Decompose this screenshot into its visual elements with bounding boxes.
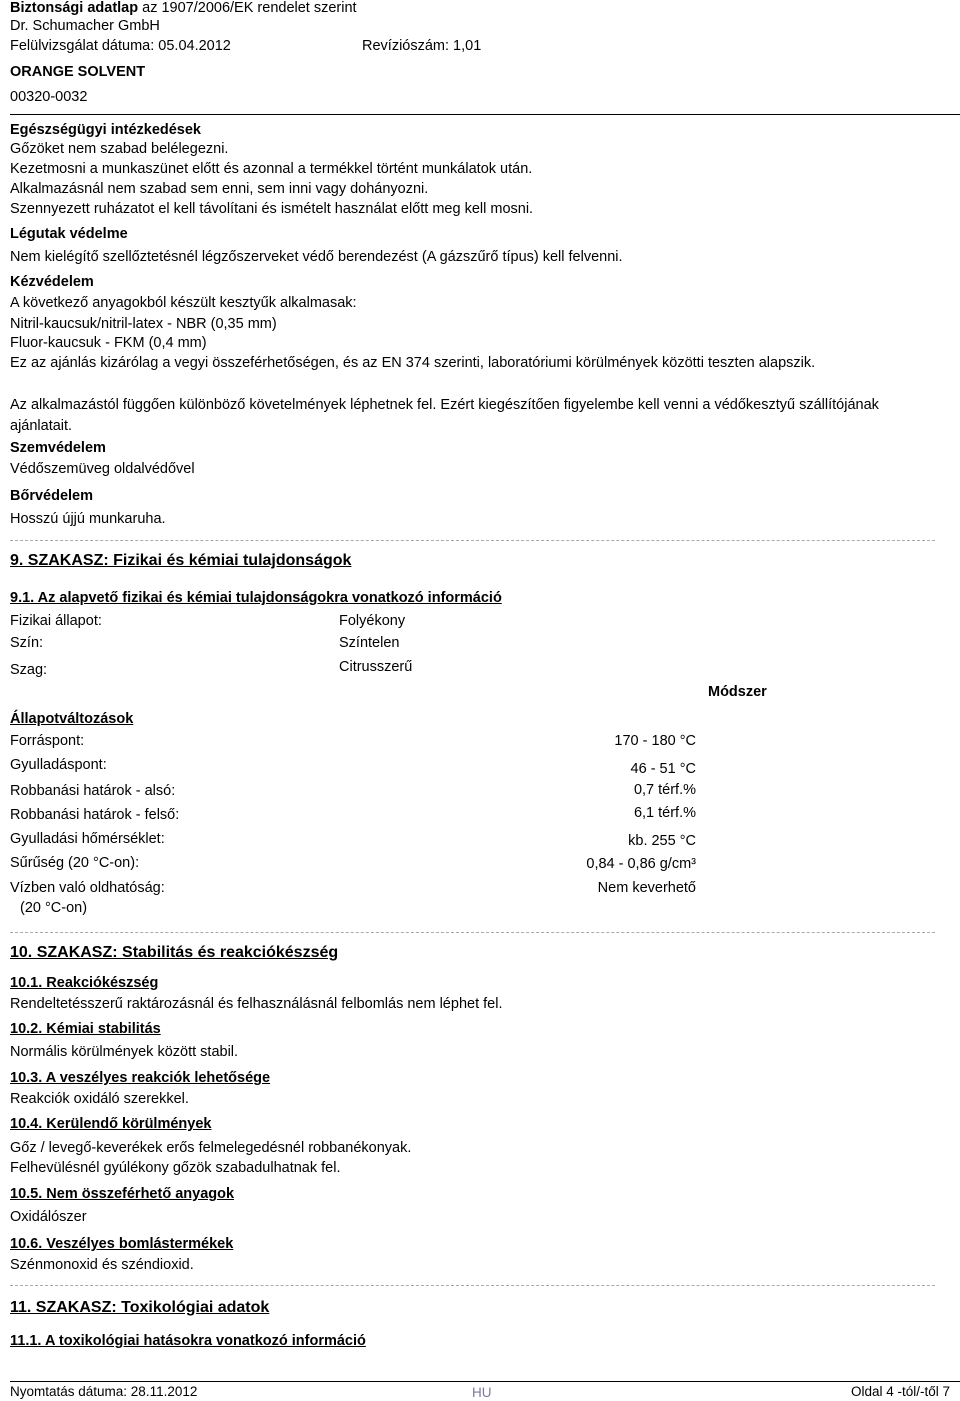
subsection-text: Rendeltetésszerű raktározásnál és felhasználásnál felbomlás nem léphet fel. bbox=[10, 996, 503, 1012]
section-10-title: 10. SZAKASZ: Stabilitás és reakciókészség bbox=[10, 944, 339, 961]
subsection-title: 10.4. Kerülendő körülmények bbox=[10, 1116, 212, 1132]
method-column-header: Módszer bbox=[708, 684, 767, 700]
section-9-1-title: 9.1. Az alapvető fizikai és kémiai tulajdonságokra vonatkozó információ bbox=[10, 590, 502, 606]
section-divider bbox=[10, 540, 935, 541]
health-measures-title: Egészségügyi intézkedések bbox=[10, 122, 201, 138]
property-value: 0,84 - 0,86 g/cm³ bbox=[586, 856, 696, 872]
subsection-title: 10.2. Kémiai stabilitás bbox=[10, 1021, 161, 1037]
color-value: Színtelen bbox=[339, 635, 400, 651]
product-name: ORANGE SOLVENT bbox=[10, 64, 146, 80]
property-label: Gyulladási hőmérséklet: bbox=[10, 831, 165, 847]
respiratory-protection-text: Nem kielégítő szellőztetésnél légzőszerveket védő berendezést (A gázszűrő típus) kell felvenni. bbox=[10, 249, 623, 265]
eye-protection-title: Szemvédelem bbox=[10, 440, 106, 456]
subsection-title: 10.6. Veszélyes bomlástermékek bbox=[10, 1236, 234, 1252]
property-value: Nem keverhető bbox=[597, 880, 696, 896]
property-value: 46 - 51 °C bbox=[630, 761, 696, 777]
health-line: Gőzöket nem szabad belélegezni. bbox=[10, 141, 229, 157]
property-label: Forráspont: bbox=[10, 733, 85, 749]
company-name: Dr. Schumacher GmbH bbox=[10, 18, 160, 34]
print-date: Nyomtatás dátuma: 28.11.2012 bbox=[10, 1384, 198, 1399]
property-label: Robbanási határok - alsó: bbox=[10, 783, 176, 799]
revision-number: Revíziószám: 1,01 bbox=[362, 38, 482, 54]
respiratory-protection-title: Légutak védelme bbox=[10, 226, 128, 242]
hand-protection-note: Ez az ajánlás kizárólag a vegyi összeférhetőségen, és az EN 374 szerinti, laboratóriumi körülmények közötti teszten alapszik. bbox=[10, 355, 816, 371]
odor-value: Citrusszerű bbox=[339, 659, 413, 675]
hand-protection-title: Kézvédelem bbox=[10, 274, 94, 290]
physical-state-label: Fizikai állapot: bbox=[10, 613, 102, 629]
document-type bbox=[10, 0, 357, 16]
product-code: 00320-0032 bbox=[10, 89, 88, 105]
document-type-bold: Biztonsági adatlap bbox=[10, 0, 139, 16]
solubility-temperature-note: (20 °C-on) bbox=[20, 900, 88, 916]
physical-state-value: Folyékony bbox=[339, 613, 406, 629]
color-label: Szín: bbox=[10, 635, 44, 651]
language-code: HU bbox=[472, 1385, 492, 1400]
subsection-text: Oxidálószer bbox=[10, 1209, 87, 1225]
hand-protection-line: Fluor-kaucsuk - FKM (0,4 mm) bbox=[10, 335, 207, 351]
subsection-text: Normális körülmények között stabil. bbox=[10, 1044, 239, 1060]
property-value: kb. 255 °C bbox=[628, 833, 696, 849]
footer-divider bbox=[10, 1381, 960, 1382]
health-line: Alkalmazásnál nem szabad sem enni, sem inni vagy dohányozni. bbox=[10, 181, 429, 197]
subsection-text: Gőz / levegő-keverékek erős felmelegedésnél robbanékonyak. bbox=[10, 1140, 412, 1156]
skin-protection-title: Bőrvédelem bbox=[10, 488, 94, 504]
property-value: 170 - 180 °C bbox=[614, 733, 696, 749]
property-label: Vízben való oldhatóság: bbox=[10, 880, 165, 896]
page-number: Oldal 4 -tól/-től 7 bbox=[850, 1384, 950, 1399]
skin-protection-text: Hosszú újjú munkaruha. bbox=[10, 511, 166, 527]
property-value: 6,1 térf.% bbox=[633, 805, 696, 821]
health-line: Kezetmosni a munkaszünet előtt és azonnal a termékkel történt munkálatok után. bbox=[10, 161, 533, 177]
section-divider bbox=[10, 932, 935, 933]
hand-protection-note: Az alkalmazástól függően különböző követelmények léphetnek fel. Ezért kiegészítően figyelembe kell venni a védőkesztyű szállítójának ajánlatait. bbox=[10, 397, 879, 434]
subsection-title: 10.3. A veszélyes reakciók lehetősége bbox=[10, 1070, 271, 1086]
hand-protection-line: A következő anyagokból készült kesztyűk alkalmasak: bbox=[10, 295, 357, 311]
subsection-title: 10.5. Nem összeférhető anyagok bbox=[10, 1186, 235, 1202]
health-line: Szennyezett ruházatot el kell távolítani és ismételt használat előtt meg kell mosni. bbox=[10, 201, 534, 217]
subsection-title: 10.1. Reakciókészség bbox=[10, 975, 159, 991]
section-divider bbox=[10, 1285, 935, 1286]
hand-protection-line: Nitril-kaucsuk/nitril-latex - NBR (0,35 mm) bbox=[10, 316, 277, 332]
subsection-text: Felhevülésnél gyúlékony gőzök szabadulhatnak fel. bbox=[10, 1160, 341, 1176]
revision-date: Felülvizsgálat dátuma: 05.04.2012 bbox=[10, 38, 231, 54]
section-9-title: 9. SZAKASZ: Fizikai és kémiai tulajdonságok bbox=[10, 552, 352, 569]
property-label: Sűrűség (20 °C-on): bbox=[10, 855, 140, 871]
header-divider bbox=[10, 114, 960, 115]
subsection-text: Reakciók oxidáló szerekkel. bbox=[10, 1091, 189, 1107]
state-changes-title: Állapotváltozások bbox=[10, 711, 134, 727]
subsection-text: Szénmonoxid és széndioxid. bbox=[10, 1257, 194, 1273]
property-value: 0,7 térf.% bbox=[633, 782, 696, 798]
eye-protection-text: Védőszemüveg oldalvédővel bbox=[10, 461, 195, 477]
section-11-title: 11. SZAKASZ: Toxikológiai adatok bbox=[10, 1299, 270, 1316]
property-label: Robbanási határok - felső: bbox=[10, 807, 180, 823]
section-11-1-title: 11.1. A toxikológiai hatásokra vonatkozó információ bbox=[10, 1333, 366, 1349]
document-type-regulation: az 1907/2006/EK rendelet szerint bbox=[142, 0, 357, 16]
property-label: Gyulladáspont: bbox=[10, 757, 107, 773]
odor-label: Szag: bbox=[10, 662, 48, 678]
